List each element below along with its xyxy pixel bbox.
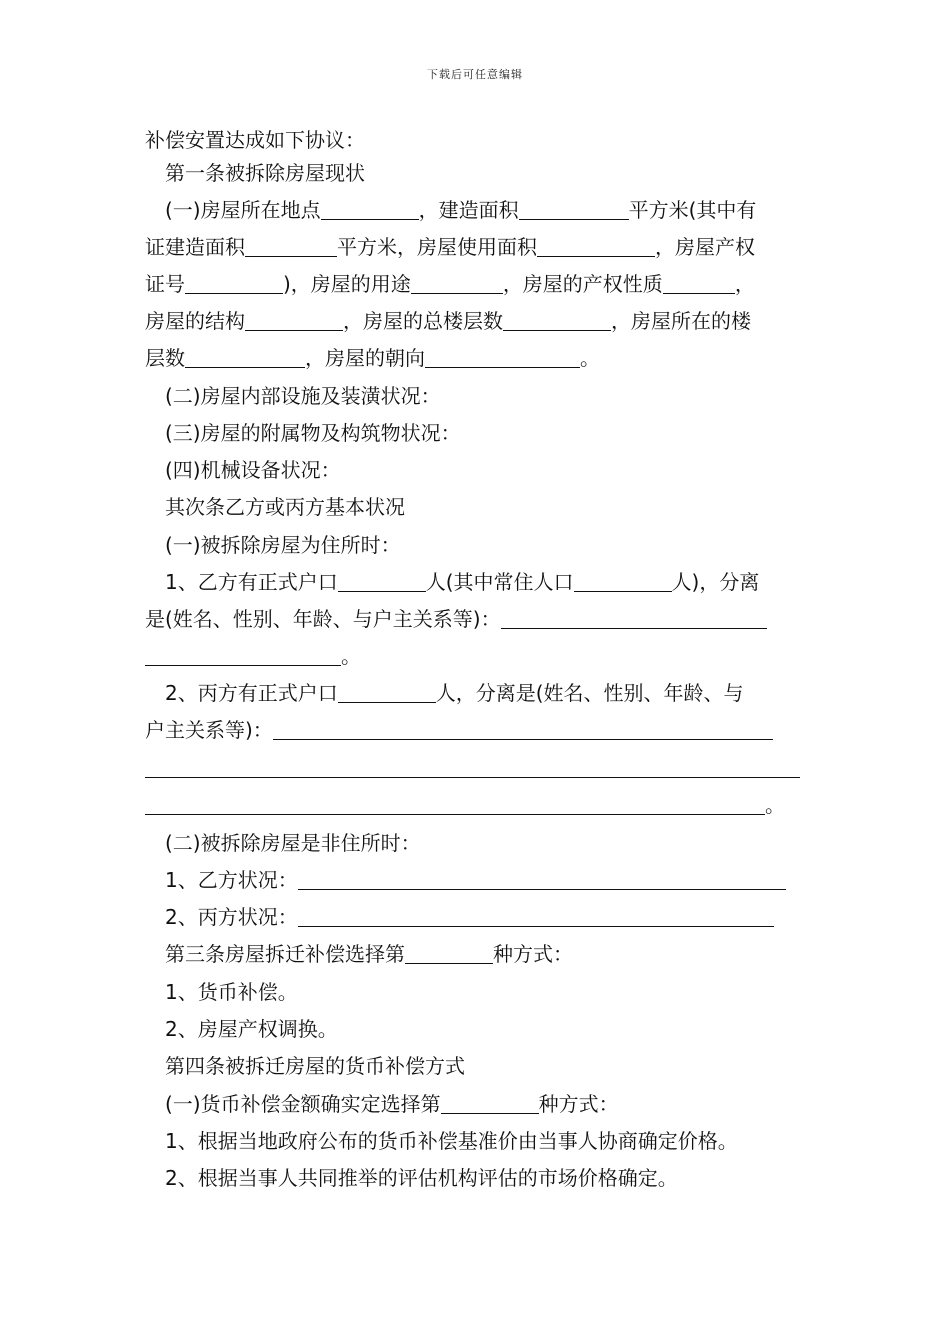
text: 是(姓名、性别、年龄、与户主关系等)： — [145, 607, 501, 631]
article-1-item-4: (四)机械设备状况： — [165, 458, 341, 482]
text: 户主关系等)： — [145, 718, 273, 742]
article-2-party-c — [165, 904, 774, 930]
text: 层数 — [145, 346, 185, 370]
article-1-line-2 — [145, 234, 755, 260]
text: (一)房屋所在地点 — [165, 198, 321, 222]
text: 。 — [765, 793, 785, 817]
article-1-line-1 — [165, 197, 756, 223]
text: 。 — [341, 644, 361, 668]
article-2-line-3 — [145, 643, 361, 669]
blank-line[interactable] — [425, 347, 580, 368]
article-1-line-5 — [145, 345, 600, 371]
paragraph-intro: 补偿安置达成如下协议： — [145, 128, 365, 152]
text: (一)货币补偿金额确实定选择第 — [165, 1092, 441, 1116]
article-2-item-2: (二)被拆除房屋是非住所时： — [165, 831, 421, 855]
blank-line[interactable] — [298, 869, 786, 890]
page-header: 下载后可任意编辑 — [427, 68, 523, 81]
blank-line[interactable] — [245, 236, 337, 257]
article-2-heading: 其次条乙方或丙方基本状况 — [165, 495, 405, 519]
blank-line[interactable] — [338, 682, 436, 703]
text: ， — [734, 272, 755, 296]
text: 证建造面积 — [145, 235, 245, 259]
blank-line[interactable] — [519, 199, 629, 220]
blank-line[interactable] — [145, 757, 800, 778]
blank-line[interactable] — [145, 645, 341, 666]
text: 人(其中常住人口 — [425, 570, 574, 594]
blank-line[interactable] — [273, 719, 773, 740]
blank-line[interactable] — [145, 794, 765, 815]
article-4-heading: 第四条被拆迁房屋的货币补偿方式 — [165, 1054, 465, 1078]
text: )，房屋的用途 — [283, 272, 411, 296]
article-2-line-1 — [165, 569, 759, 595]
text: ，房屋的朝向 — [305, 346, 425, 370]
text: 平方米(其中有 — [628, 198, 757, 222]
text: 人，分离是(姓名、性别、年龄、与 — [435, 681, 744, 705]
article-1-item-2: (二)房屋内部设施及装潢状况： — [165, 384, 441, 408]
text: ，房屋产权 — [655, 235, 755, 259]
article-2-line-5 — [145, 717, 773, 743]
text: ，房屋的总楼层数 — [343, 309, 503, 333]
article-2-line-6 — [145, 755, 800, 781]
blank-line[interactable] — [411, 273, 503, 294]
blank-line[interactable] — [245, 310, 343, 331]
blank-line[interactable] — [501, 608, 767, 629]
text: 房屋的结构 — [145, 309, 245, 333]
blank-line[interactable] — [663, 273, 735, 294]
blank-line[interactable] — [574, 571, 672, 592]
text: 1、乙方状况： — [165, 868, 298, 892]
article-1-heading: 第一条被拆除房屋现状 — [165, 161, 365, 185]
text: ，建造面积 — [418, 198, 519, 222]
blank-line[interactable] — [405, 943, 493, 964]
blank-line[interactable] — [537, 236, 655, 257]
article-4-option-1: 1、根据当地政府公布的货币补偿基准价由当事人协商确定价格。 — [165, 1129, 738, 1153]
article-1-line-4 — [145, 308, 751, 334]
article-2-line-2 — [145, 606, 767, 632]
text: 平方米，房屋使用面积 — [337, 235, 537, 259]
article-1-line-3 — [145, 271, 755, 297]
article-2-item-1: (一)被拆除房屋为住所时： — [165, 533, 401, 557]
text: 种方式： — [493, 942, 573, 966]
article-3-option-2: 2、房屋产权调换。 — [165, 1017, 338, 1041]
blank-line[interactable] — [338, 571, 426, 592]
text: 证号 — [145, 272, 185, 296]
blank-line[interactable] — [298, 906, 774, 927]
article-2-line-4 — [165, 680, 744, 706]
blank-line[interactable] — [185, 273, 283, 294]
text: 种方式： — [538, 1092, 619, 1116]
text: 第三条房屋拆迁补偿选择第 — [165, 942, 405, 966]
text: 。 — [580, 346, 600, 370]
article-4-option-2: 2、根据当事人共同推举的评估机构评估的市场价格确定。 — [165, 1166, 678, 1190]
blank-line[interactable] — [503, 310, 611, 331]
article-2-line-7 — [145, 792, 785, 818]
text: 1、乙方有正式户口 — [165, 570, 338, 594]
text: ，房屋的产权性质 — [502, 272, 663, 296]
article-3-option-1: 1、货币补偿。 — [165, 980, 298, 1004]
text: 2、丙方状况： — [165, 905, 298, 929]
article-1-item-3: (三)房屋的附属物及构筑物状况： — [165, 421, 461, 445]
article-3-heading — [165, 941, 573, 967]
article-2-party-b — [165, 867, 786, 893]
text: ，房屋所在的楼 — [611, 309, 751, 333]
article-4-item-1 — [165, 1091, 619, 1117]
blank-line[interactable] — [321, 199, 419, 220]
blank-line[interactable] — [185, 347, 305, 368]
text: 2、丙方有正式户口 — [165, 681, 338, 705]
blank-line[interactable] — [441, 1093, 539, 1114]
text: 人)，分离 — [671, 570, 760, 594]
